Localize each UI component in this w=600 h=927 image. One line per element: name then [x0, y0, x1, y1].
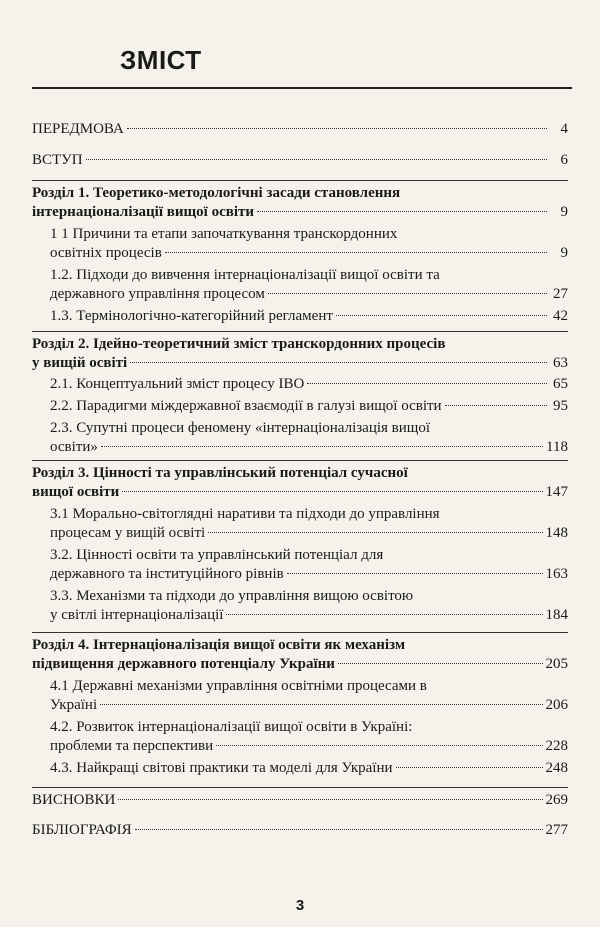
- toc-subtitle: 1.2. Підходи до вивчення інтернаціоналізації вищої освіти та: [50, 267, 440, 283]
- toc-subtitle: 4.1 Державні механізми управління освітніми процесами в: [50, 678, 427, 694]
- dot-leader: [226, 614, 542, 615]
- page-number: 163: [545, 566, 568, 582]
- toc-subtitle-cont: державного управління процесом: [50, 286, 265, 302]
- page-number: 42: [553, 308, 568, 324]
- toc-subtitle: 3.2. Цінності освіти та управлінський потенціал для: [50, 547, 384, 563]
- page-title: ЗМІСТ: [120, 45, 202, 75]
- page-number: 27: [553, 286, 568, 302]
- page-number: 228: [545, 738, 568, 754]
- toc-entry-bibliography: [32, 821, 568, 840]
- page-number: 269: [545, 792, 568, 808]
- section-title: Розділ 3. Цінності та управлінський потенціал сучасної: [32, 465, 408, 481]
- dot-leader: [445, 405, 547, 406]
- section-title: Розділ 4. Інтернаціоналізація вищої освіти як механізм: [32, 637, 406, 653]
- dot-leader: [118, 799, 542, 800]
- toc-title: ВИСНОВКИ: [32, 792, 116, 808]
- page-number: 9: [560, 204, 568, 220]
- dot-leader: [100, 704, 542, 705]
- page-number: 277: [545, 822, 568, 838]
- toc-subtitle: 1 1 Причини та етапи започаткування транскордонних: [50, 226, 398, 242]
- section-title: Розділ 1. Теоретико-методологічні засади становлення: [32, 185, 401, 201]
- toc-section-2: [32, 331, 568, 457]
- page-number: 148: [545, 525, 568, 541]
- heading-rule: [32, 87, 572, 89]
- toc-subtitle: 2.3. Супутні процеси феномену «інтернаціоналізація вищої: [50, 420, 430, 436]
- toc-section-4: [32, 632, 568, 778]
- page-number: 95: [553, 398, 568, 414]
- section-title-cont: вищої освіти: [32, 484, 120, 500]
- dot-leader: [216, 745, 542, 746]
- dot-leader: [130, 362, 547, 363]
- toc-subtitle: 2.1. Концептуальний зміст процесу ІВО: [50, 376, 305, 392]
- toc-subtitle: 3.3. Механізми та підходи до управління вищою освітою: [50, 588, 414, 604]
- toc-subtitle: 1.3. Термінологічно-категорійний регламент: [50, 308, 333, 324]
- toc-title: ВСТУП: [32, 152, 83, 168]
- page-number: 118: [546, 439, 568, 455]
- page-number: 205: [545, 656, 568, 672]
- dot-leader: [86, 159, 547, 160]
- toc-subtitle-cont: Україні: [50, 697, 98, 713]
- dot-leader: [338, 663, 543, 664]
- dot-leader: [257, 211, 547, 212]
- toc-subtitle-cont: освітніх процесів: [50, 245, 162, 261]
- toc-subtitle-cont: процесам у вищій освіті: [50, 525, 206, 541]
- toc-subtitle-cont: проблеми та перспективи: [50, 738, 214, 754]
- dot-leader: [396, 767, 543, 768]
- dot-leader: [165, 252, 547, 253]
- page-number: 6: [560, 152, 568, 168]
- page-number: 65: [553, 376, 568, 392]
- toc-subtitle: 4.3. Найкращі світові практики та моделі для України: [50, 760, 393, 776]
- page-footer-number: 3: [295, 897, 305, 914]
- dot-leader: [336, 315, 547, 316]
- toc-title: БІБЛІОГРАФІЯ: [32, 822, 132, 838]
- toc-section-1: [32, 180, 568, 326]
- dot-leader: [135, 829, 543, 830]
- dot-leader: [287, 573, 543, 574]
- page-number: 147: [545, 484, 568, 500]
- page-number: 206: [545, 697, 568, 713]
- section-title-cont: підвищення державного потенціалу України: [32, 656, 335, 672]
- page-number: 63: [553, 355, 568, 371]
- toc-section-3: [32, 460, 568, 625]
- toc-entry-intro: [32, 151, 568, 170]
- page-number: 248: [545, 760, 568, 776]
- dot-leader: [208, 532, 542, 533]
- dot-leader: [101, 446, 543, 447]
- section-title-cont: у вищій освіті: [32, 355, 128, 371]
- dot-leader: [122, 491, 542, 492]
- page-number: 9: [560, 245, 568, 261]
- page-number: 184: [545, 607, 568, 623]
- page-number: 4: [560, 121, 568, 137]
- section-title-cont: інтернаціоналізації вищої освіти: [32, 204, 255, 220]
- dot-leader: [268, 293, 547, 294]
- section-title: Розділ 2. Ідейно-теоретичний зміст транскордонних процесів: [32, 336, 446, 352]
- toc-subtitle: 2.2. Парадигми міждержавної взаємодії в галузі вищої освіти: [50, 398, 442, 414]
- toc-subtitle-cont: освіти»: [50, 439, 98, 455]
- dot-leader: [127, 128, 547, 129]
- toc-subtitle: 4.2. Розвиток інтернаціоналізації вищої освіти в Україні:: [50, 719, 413, 735]
- toc-title: ПЕРЕДМОВА: [32, 121, 124, 137]
- toc-entry-conclusions: [32, 787, 568, 810]
- toc-entry-preface: [32, 120, 568, 139]
- toc-subtitle-cont: державного та інституційного рівнів: [50, 566, 284, 582]
- dot-leader: [307, 383, 547, 384]
- toc-subtitle-cont: у світлі інтернаціоналізації: [50, 607, 224, 623]
- toc-subtitle: 3.1 Морально-світоглядні наративи та підходи до управління: [50, 506, 440, 522]
